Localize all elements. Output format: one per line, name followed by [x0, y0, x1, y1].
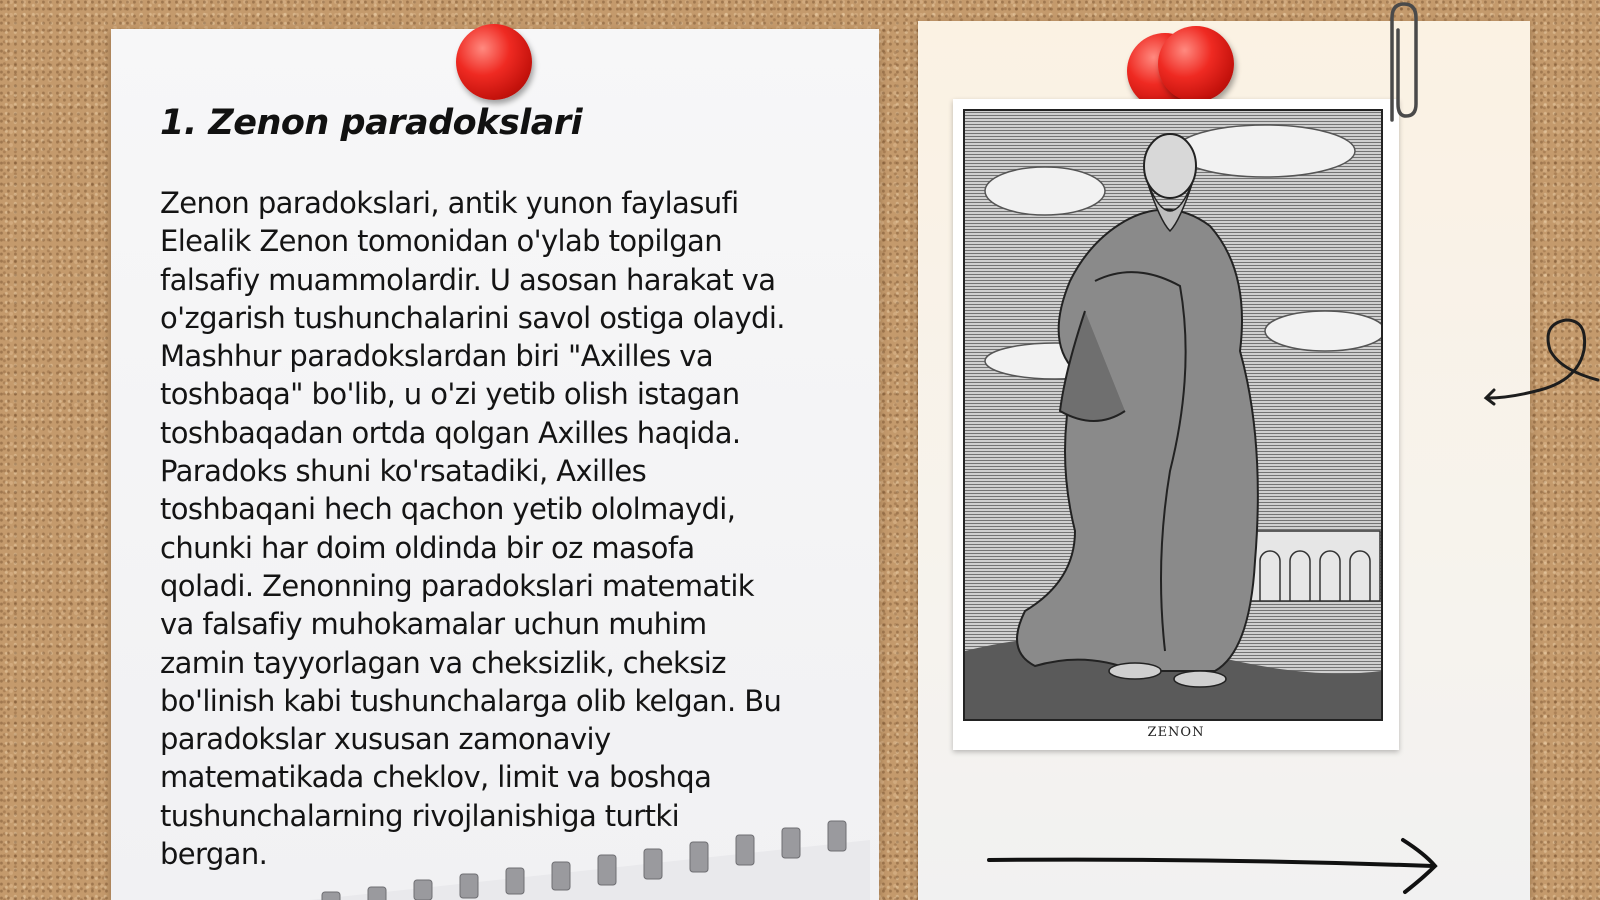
note-title: 1. Zenon paradokslari — [160, 103, 583, 143]
portrait-photo — [953, 99, 1399, 750]
note-body — [160, 184, 850, 873]
note-body-line: paradokslar xususan zamonaviy — [160, 722, 611, 757]
note-body-line: tushunchalarning rivojlanishiga turtki — [160, 798, 680, 833]
note-body-line: bergan. — [160, 837, 268, 872]
note-body-line: Elealik Zenon tomonidan o'ylab topilgan — [160, 224, 722, 259]
note-body-line: toshbaqa" bo'lib, u o'zi yetib olish istagan — [160, 377, 740, 412]
note-body-line: bo'linish kabi tushunchalarga olib kelgan. Bu — [160, 683, 782, 718]
portrait-caption: ZENON — [1147, 725, 1205, 740]
note-body-line: o'zgarish tushunchalarini savol ostiga olaydi. — [160, 300, 785, 335]
note-body-line: Paradoks shuni ko'rsatadiki, Axilles — [160, 454, 647, 489]
note-body-line: chunki har doim oldinda bir oz masofa — [160, 530, 695, 565]
note-body-line: toshbaqani hech qachon yetib ololmaydi, — [160, 492, 736, 527]
arrow-right-icon — [985, 836, 1445, 896]
note-body-line: falsafiy muammolardir. U asosan harakat va — [160, 262, 776, 297]
red-pushpin-icon — [456, 24, 532, 100]
note-body-line: toshbaqadan ortda qolgan Axilles haqida. — [160, 415, 741, 450]
red-pushpin-icon — [1158, 26, 1234, 102]
note-body-line: Mashhur paradokslardan biri "Axilles va — [160, 339, 714, 374]
note-body-line: Zenon paradokslari, antik yunon faylasufi — [160, 186, 739, 220]
note-body-line: va falsafiy muhokamalar uchun muhim — [160, 607, 707, 642]
zenon-engraving-image — [963, 109, 1383, 721]
note-body-line: zamin tayyorlagan va cheksizlik, cheksiz — [160, 645, 726, 680]
note-body-line: qoladi. Zenonning paradokslari matematik — [160, 568, 754, 603]
loop-arrow-icon — [1480, 310, 1600, 410]
paperclip-icon — [1378, 0, 1422, 124]
text-note — [111, 29, 879, 900]
note-body-line: matematikada cheklov, limit va boshqa — [160, 760, 712, 795]
notebook-spiral-decoration — [310, 800, 870, 900]
